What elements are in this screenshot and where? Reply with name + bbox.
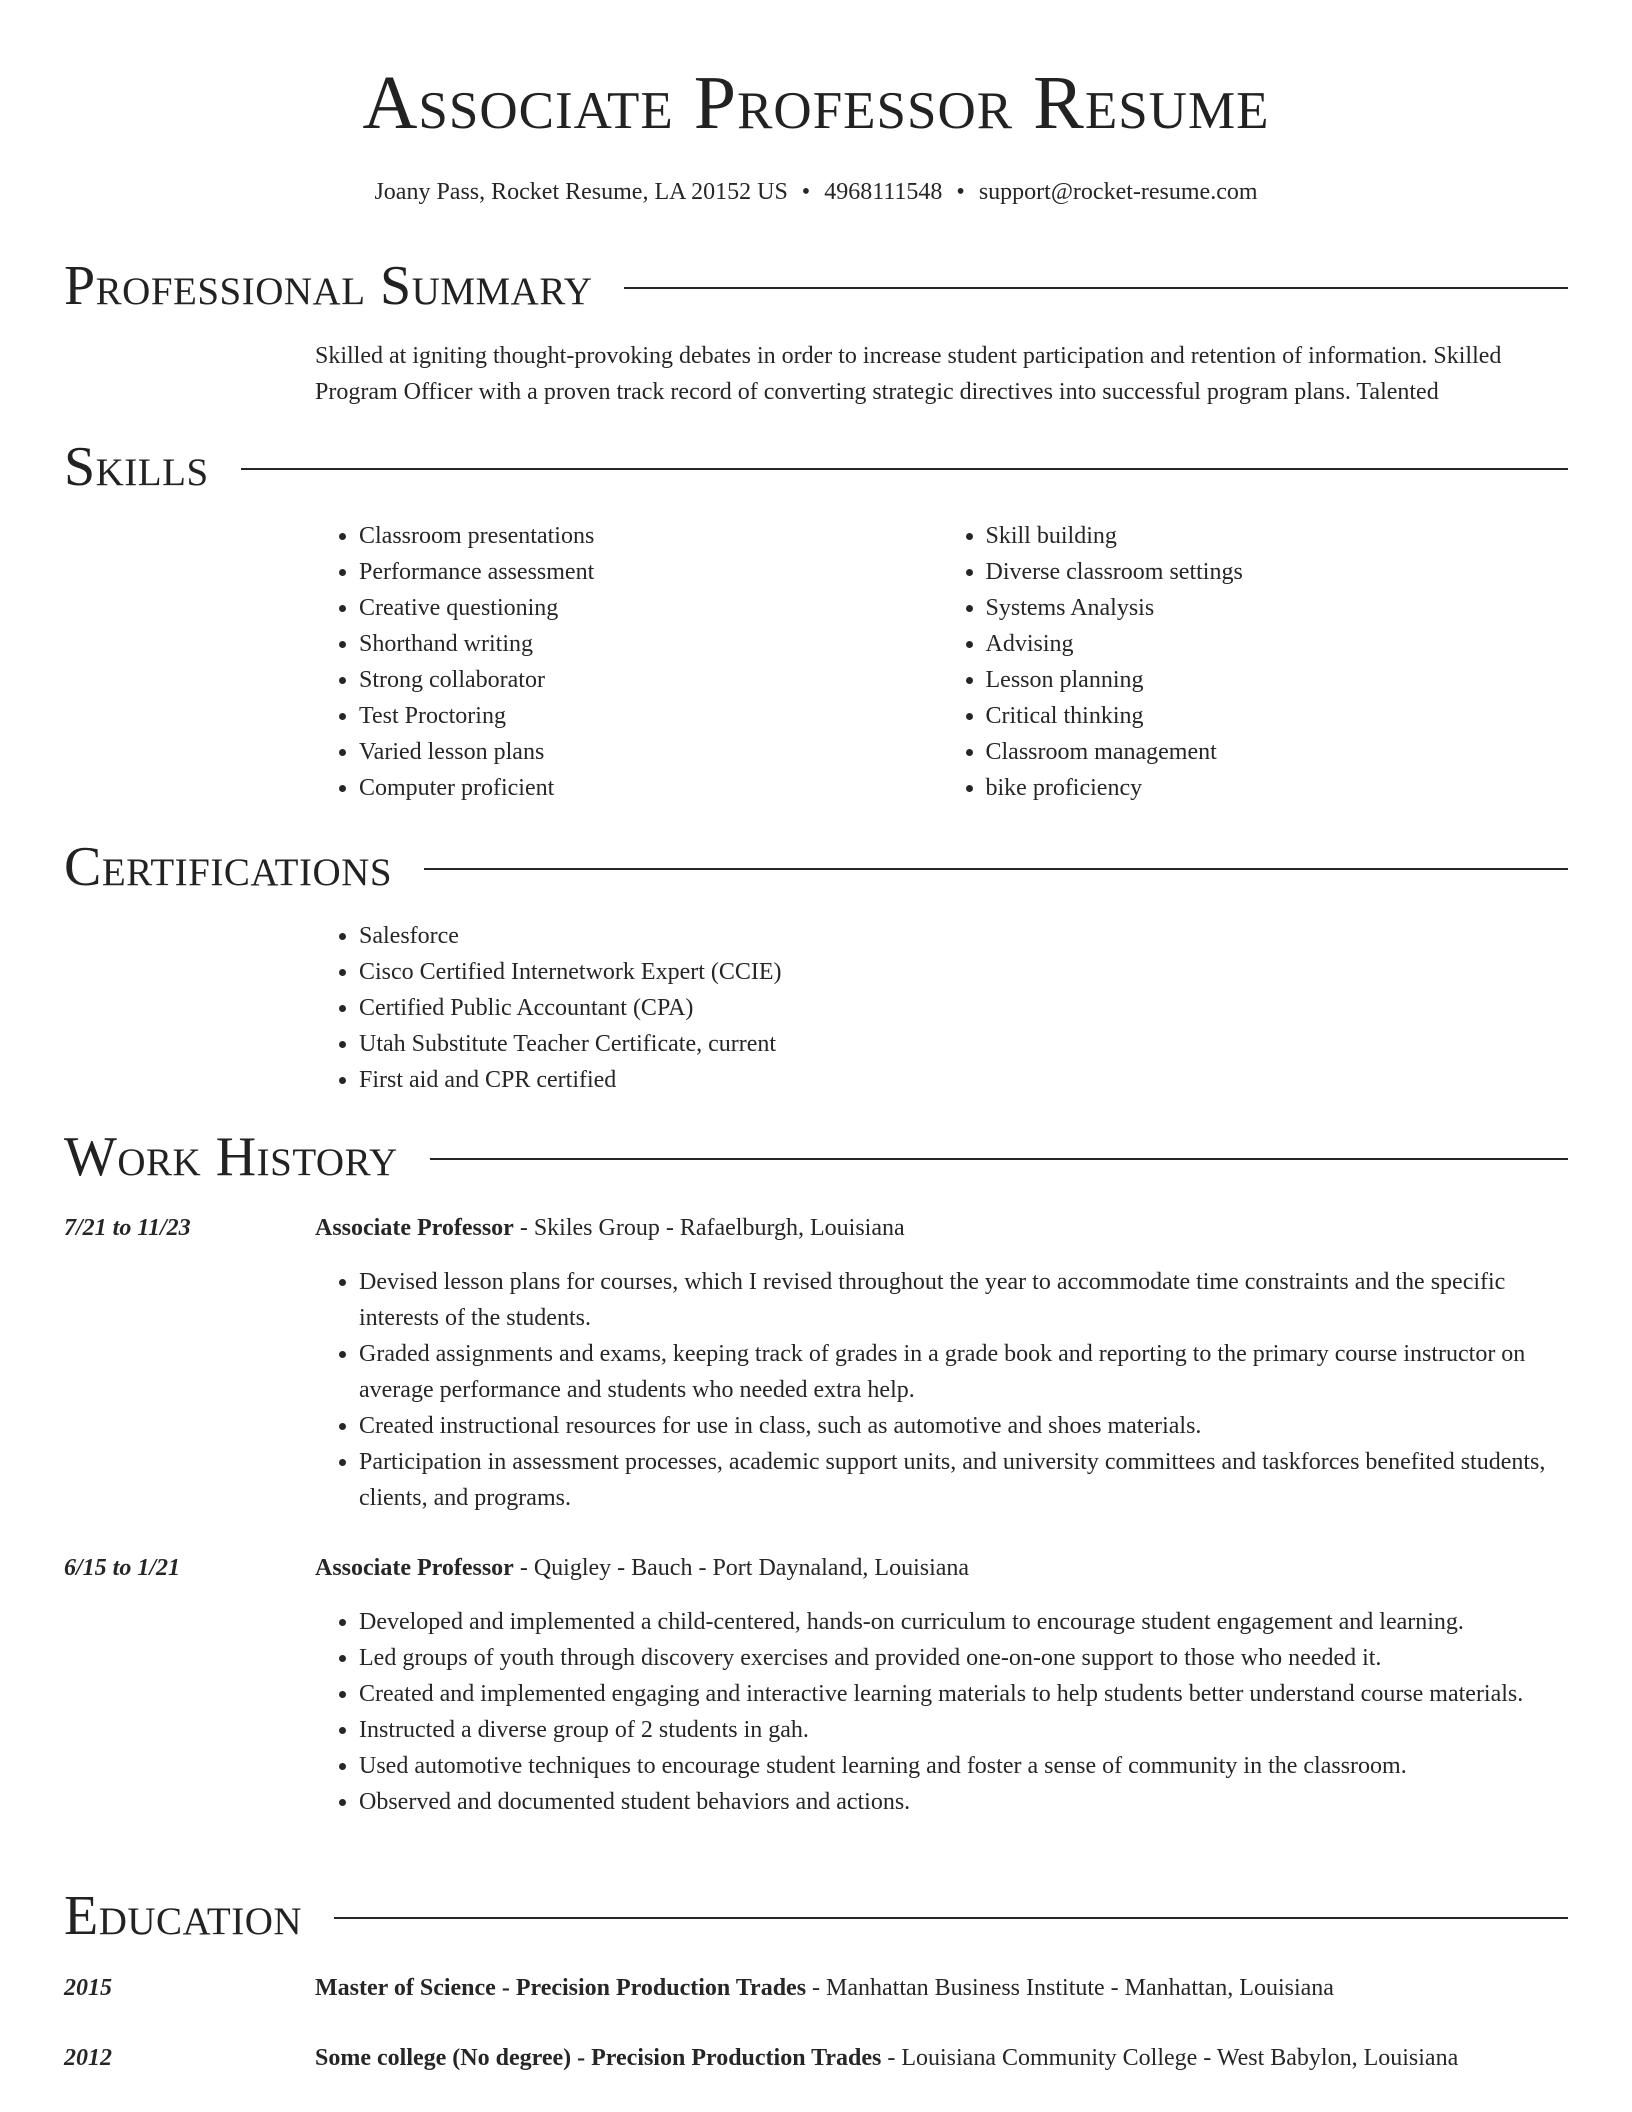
certification-item: • Salesforce [359, 918, 1568, 954]
job-title: Associate Professor [315, 1555, 514, 1581]
contact-phone: 4968111548 [824, 179, 943, 205]
work-section-header [64, 1125, 1568, 1189]
summary-section-header [64, 254, 1568, 318]
contact-line [0, 176, 1632, 208]
skills-column-right [942, 518, 1569, 806]
skill-item: • Shorthand writing [359, 626, 942, 662]
skills-heading: Skills [64, 436, 209, 498]
certification-item: • Certified Public Accountant (CPA) [359, 990, 1568, 1026]
education-entry [315, 1970, 1568, 2006]
job-bullet: • Devised lesson plans for courses, which I revised throughout the year to accommodate time constraints and the specific interests of the students. [359, 1264, 1568, 1336]
skill-item: • Strong collaborator [359, 662, 942, 698]
job-bullet: • Created and implemented engaging and interactive learning materials to help students better understand course materials. [359, 1676, 1568, 1712]
education-degree: Some college (No degree) - Precision Production Trades [315, 2045, 882, 2071]
job-header [315, 1550, 1568, 1586]
job-bullet: • Created instructional resources for use in class, such as automotive and shoes materials. [359, 1408, 1568, 1444]
job-entry [315, 1210, 1568, 1516]
job-bullet: • Led groups of youth through discovery exercises and provided one-on-one support to those who needed it. [359, 1640, 1568, 1676]
job-header [315, 1210, 1568, 1246]
skill-item: • Classroom management [986, 734, 1569, 770]
skill-item: • bike proficiency [986, 770, 1569, 806]
job-dates: 6/15 to 1/21 [64, 1555, 181, 1581]
job-bullet: • Instructed a diverse group of 2 students in gah. [359, 1712, 1568, 1748]
education-school: - Manhattan Business Institute - Manhattan, Louisiana [806, 1975, 1334, 2001]
education-entry [315, 2040, 1568, 2076]
skill-item: • Creative questioning [359, 590, 942, 626]
certifications-section-header [64, 835, 1568, 899]
certifications-heading: Certifications [64, 836, 393, 898]
section-divider [241, 468, 1568, 470]
education-school: - Louisiana Community College - West Babylon, Louisiana [881, 2045, 1459, 2071]
education-year: 2015 [64, 1975, 112, 2001]
job-employer: - Quigley - Bauch - Port Daynaland, Louisiana [513, 1555, 970, 1581]
work-heading: Work History [64, 1126, 398, 1188]
skills-column-left [315, 518, 942, 806]
education-year: 2012 [64, 2045, 112, 2071]
job-bullet: • Used automotive techniques to encourage student learning and foster a sense of community in the classroom. [359, 1748, 1568, 1784]
job-title: Associate Professor [315, 1215, 514, 1241]
contact-email: support@rocket-resume.com [978, 179, 1258, 205]
skill-item: • Computer proficient [359, 770, 942, 806]
skill-item: • Diverse classroom settings [986, 554, 1569, 590]
job-employer: - Skiles Group - Rafaelburgh, Louisiana [513, 1215, 905, 1241]
education-section-header [64, 1884, 1568, 1948]
skill-item: • Test Proctoring [359, 698, 942, 734]
job-bullets [315, 1604, 1568, 1820]
section-divider [424, 868, 1568, 870]
certifications-body [315, 918, 1568, 1098]
contact-separator: • [801, 179, 811, 205]
job-dates: 7/21 to 11/23 [64, 1215, 191, 1241]
summary-text: Skilled at igniting thought-provoking debates in order to increase student participation and retention of information. Skilled Program Officer with a proven track record of converting strategic directives into successful program plans. Talented [315, 343, 1502, 405]
skill-item: • Varied lesson plans [359, 734, 942, 770]
certification-item: • Cisco Certified Internetwork Expert (CCIE) [359, 954, 1568, 990]
skills-section-header [64, 435, 1568, 499]
certification-item: • Utah Substitute Teacher Certificate, current [359, 1026, 1568, 1062]
certification-item: • First aid and CPR certified [359, 1062, 1568, 1098]
job-bullet: • Participation in assessment processes, academic support units, and university committees and taskforces benefited students, clients, and programs. [359, 1444, 1568, 1516]
education-degree: Master of Science - Precision Production Trades [315, 1975, 807, 2001]
skill-item: • Classroom presentations [359, 518, 942, 554]
summary-heading: Professional Summary [64, 255, 593, 317]
job-entry [315, 1550, 1568, 1820]
page-title: Associate Professor Resume [362, 61, 1270, 145]
education-line [315, 2040, 1568, 2076]
skill-item: • Skill building [986, 518, 1569, 554]
section-divider [624, 287, 1568, 289]
certifications-list [315, 918, 1568, 1098]
skill-item: • Advising [986, 626, 1569, 662]
contact-separator: • [956, 179, 965, 205]
skill-item: • Systems Analysis [986, 590, 1569, 626]
section-divider [430, 1158, 1568, 1160]
job-bullets [315, 1264, 1568, 1516]
job-bullet: • Observed and documented student behaviors and actions. [359, 1784, 1568, 1820]
summary-body [315, 338, 1568, 410]
skill-item: • Critical thinking [986, 698, 1569, 734]
job-bullet: • Graded assignments and exams, keeping track of grades in a grade book and reporting to the primary course instructor on average performance and students who needed extra help. [359, 1336, 1568, 1408]
education-line [315, 1970, 1568, 2006]
contact-address: Joany Pass, Rocket Resume, LA 20152 US [374, 179, 788, 205]
education-heading: Education [64, 1885, 303, 1947]
skill-item: • Lesson planning [986, 662, 1569, 698]
job-bullet: • Developed and implemented a child-centered, hands-on curriculum to encourage student engagement and learning. [359, 1604, 1568, 1640]
section-divider [334, 1917, 1568, 1919]
skill-item: • Performance assessment [359, 554, 942, 590]
skills-list [315, 518, 1568, 806]
